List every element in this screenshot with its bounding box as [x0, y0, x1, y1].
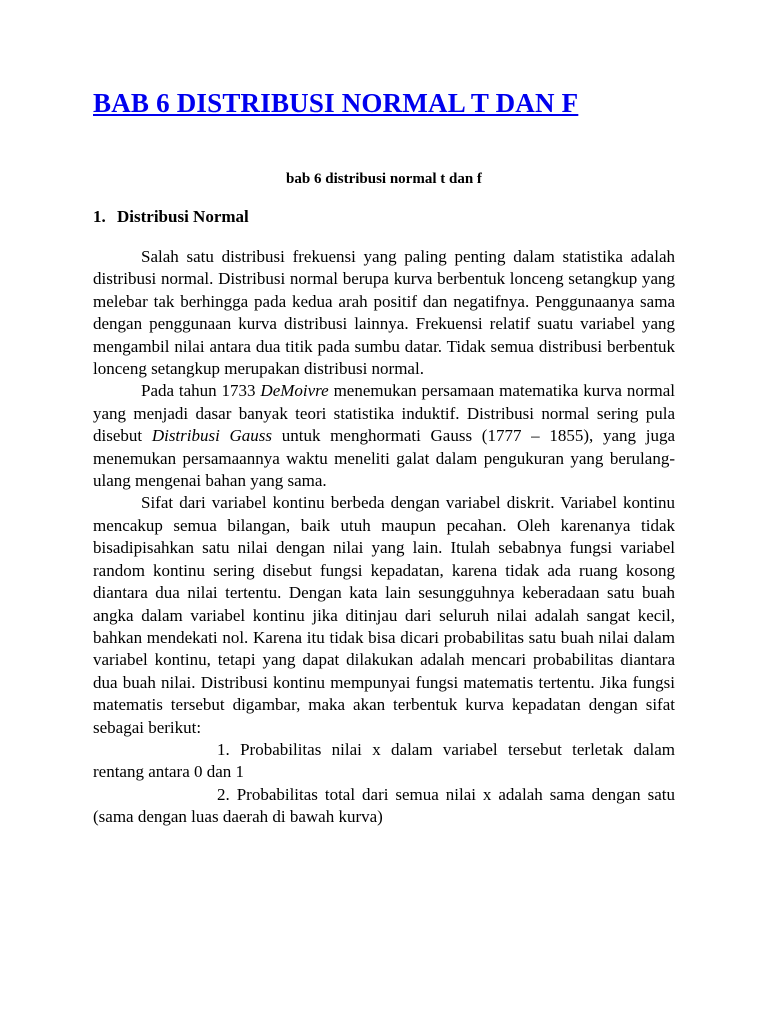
paragraph-2-part-a: Pada tahun 1733 — [141, 381, 261, 401]
paragraph-2-part-c: untuk menghormati Gauss (1777 – 1855), yang juga menemukan persamaannya waktu meneliti galat dalam pengukuran yang berulang-ulang mengenai bahan yang sama. — [93, 426, 675, 491]
document-title-link[interactable]: BAB 6 DISTRIBUSI NORMAL T DAN F — [93, 88, 579, 118]
section-heading-text: Distribusi Normal — [117, 207, 249, 226]
list-item-1: 1. Probabilitas nilai x dalam variabel tersebut terletak dalam rentang antara 0 dan 1 — [93, 739, 675, 782]
paragraph-2 — [93, 380, 675, 492]
document-body — [93, 246, 675, 829]
list-item-2: 2. Probabilitas total dari semua nilai x adalah sama dengan satu (sama dengan luas daerah di bawah kurva) — [93, 784, 675, 827]
section-heading — [93, 207, 249, 227]
paragraph-2-part-b: menemukan persamaan matematika kurva normal yang menjadi dasar banyak teori statistika induktif. Distribusi normal sering pula disebut — [93, 381, 675, 446]
document-subtitle: bab 6 distribusi normal t dan f — [286, 171, 482, 187]
paragraph-1: Salah satu distribusi frekuensi yang paling penting dalam statistika adalah distribusi normal. Distribusi normal berupa kurva berbentuk lonceng setangkup yang melebar tak berhingga pada kedua arah positif dan negatifnya. Penggunaanya sama dengan penggunaan kurva distribusi lainnya. Frekuensi relatif suatu variabel yang mengambil nilai antara dua titik pada sumbu datar. Tidak semua distribusi berbentuk lonceng setangkup merupakan distribusi normal. — [93, 247, 675, 379]
section-number: 1. — [93, 207, 106, 226]
paragraph-3: Sifat dari variabel kontinu berbeda dengan variabel diskrit. Variabel kontinu mencakup semua bilangan, baik utuh maupun pecahan. Oleh karenanya tidak bisadipisahkan satu nilai dengan nilai yang lain. Itulah sebabnya fungsi variabel random kontinu sering disebut fungsi kepadatan, karena tidak ada ruang kosong diantara dua nilai tertentu. Dengan kata lain sesungguhnya keberadaan satu buah angka dalam variabel kontinu jika ditinjau dari seluruh nilai adalah sangat kecil, bahkan mendekati nol. Karena itu tidak bisa dicari probabilitas satu buah nilai dalam variabel kontinu, tetapi yang dapat dilakukan adalah mencari probabilitas diantara dua buah nilai. Distribusi kontinu mempunyai fungsi matematis tertentu. Jika fungsi matematis tersebut digambar, maka akan terbentuk kurva kepadatan dengan sifat sebagai berikut: — [93, 493, 675, 737]
gauss-distribution-term: Distribusi Gauss — [151, 426, 273, 446]
demoivre-name: DeMoivre — [260, 381, 329, 401]
